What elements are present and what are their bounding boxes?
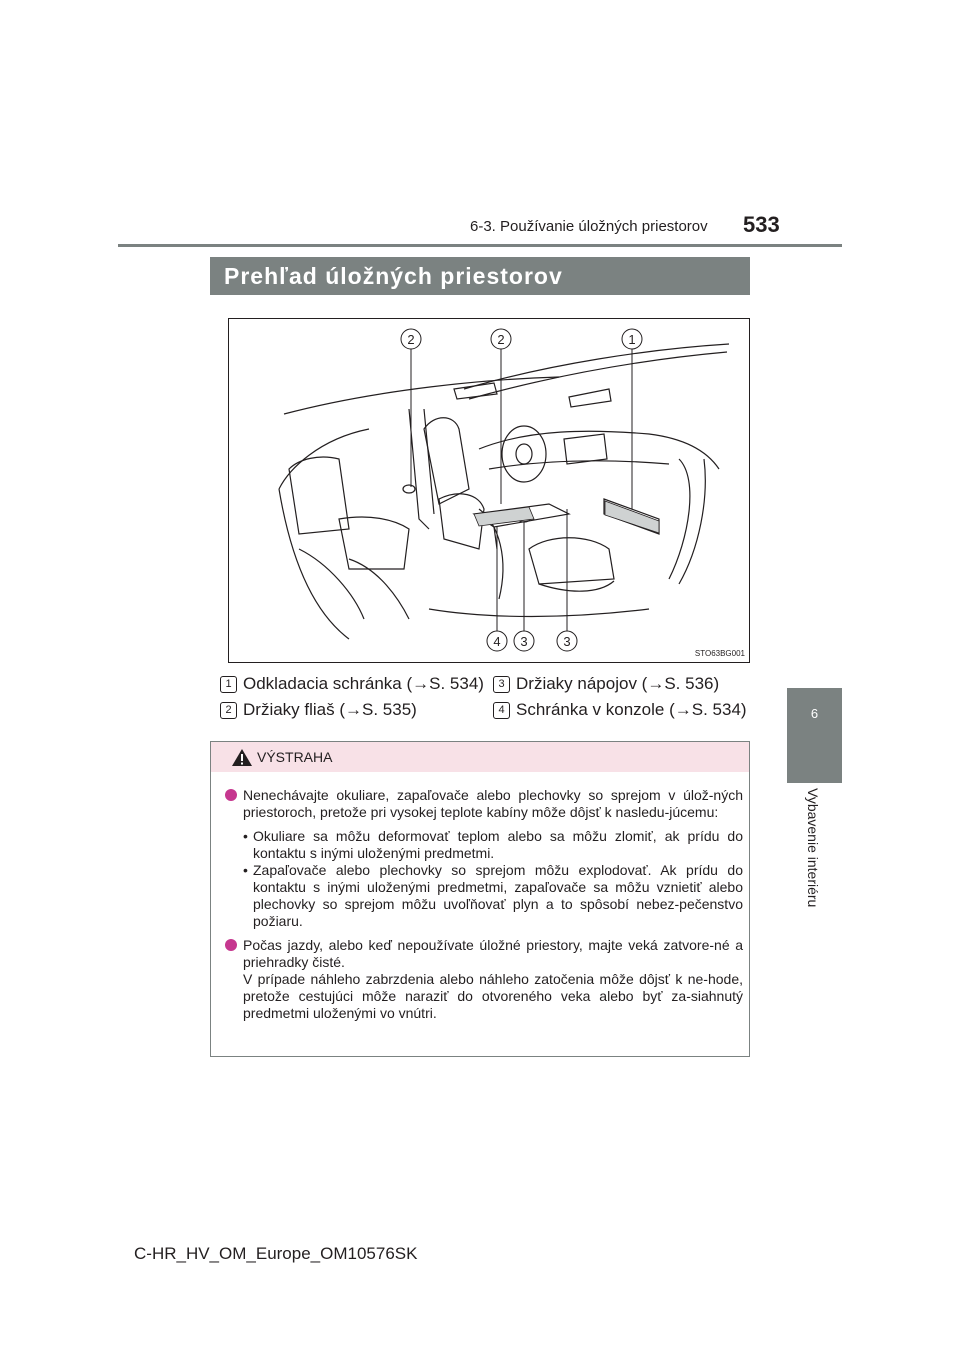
- legend-text: Držiaky nápojov (→S. 536): [516, 674, 720, 693]
- warning-text: Počas jazdy, alebo keď nepoužívate úložné priestory, majte veká zatvore-né a priehradky čisté.: [243, 937, 743, 970]
- legend-number: 2: [220, 702, 237, 719]
- legend-text: Schránka v konzole (→S. 534): [516, 700, 747, 719]
- interior-illustration: [228, 318, 750, 663]
- callout-bottom-3: 3: [563, 634, 571, 649]
- warning-text: Zapaľovače alebo plechovky so sprejom môžu explodovať. Ak prídu do kontaktu s inými uloženými predmetmi, zapaľovače sa môžu vznietiť alebo plechovky so sprejom môžu uvoľňovať plyn a to spôsobí nebez-pečenstvo požiaru.: [253, 862, 743, 929]
- section-header: 6-3. Používanie úložných priestorov: [470, 218, 708, 235]
- legend-item: [493, 700, 747, 720]
- bullet-dot-icon: [225, 789, 237, 801]
- chapter-number: 6: [810, 706, 819, 721]
- warning-box: [210, 741, 750, 1057]
- warning-sublist: [225, 828, 743, 930]
- warning-subitem: • Zapaľovače alebo plechovky so sprejom môžu explodovať. Ak prídu do kontaktu s inými uloženými predmetmi, zapaľovače sa môžu vznietiť alebo plechovky so sprejom môžu uvoľňovať plyn a to spôsobí nebez-pečenstvo požiaru.: [243, 862, 743, 929]
- legend-text: Držiaky fliaš (→S. 535): [243, 700, 417, 719]
- legend-item: [220, 674, 484, 694]
- figure-code: STO63BG001: [694, 649, 745, 658]
- callout-bottom-2: 3: [520, 634, 528, 649]
- bullet-dot-icon: [225, 939, 237, 951]
- legend-item: [220, 700, 417, 720]
- warning-text: Nenechávajte okuliare, zapaľovače alebo plechovky so sprejom v úlož-ných priestoroch, pretože pri vysokej teplote kabíny môže dôjsť k nasledu-júcemu:: [243, 787, 743, 820]
- callout-top-3: 1: [628, 332, 636, 347]
- warning-paragraph: [225, 937, 743, 1022]
- legend-number: 4: [493, 702, 510, 719]
- legend-text: Odkladacia schránka (→S. 534): [243, 674, 484, 693]
- page-number: 533: [743, 212, 780, 237]
- chapter-tab: [787, 688, 842, 783]
- document-footer: C-HR_HV_OM_Europe_OM10576SK: [134, 1244, 418, 1263]
- warning-subitem: • Okuliare sa môžu deformovať teplom alebo sa môžu zlomiť, ak prídu do kontaktu s inými uloženými predmetmi.: [243, 828, 743, 861]
- header-divider: [118, 244, 842, 247]
- callout-bottom-1: 4: [493, 634, 501, 649]
- warning-body: [225, 787, 743, 1029]
- warning-text: V prípade náhleho zabrzdenia alebo náhleho zatočenia môže dôjsť k ne-hode, pretože cestujúci môže naraziť do otvoreného veka alebo byť za-siahnutý predmetmi uloženými vo vnútri.: [243, 971, 743, 1021]
- warning-triangle-icon: [231, 748, 253, 767]
- warning-text: Okuliare sa môžu deformovať teplom alebo sa môžu zlomiť, ak prídu do kontaktu s inými uloženými predmetmi.: [253, 828, 743, 861]
- warning-title: VÝSTRAHA: [257, 749, 333, 765]
- warning-header: [211, 742, 749, 772]
- callout-top-1: 2: [407, 332, 415, 347]
- section-title-bar: [210, 257, 750, 295]
- legend-number: 3: [493, 676, 510, 693]
- callout-top-2: 2: [497, 332, 505, 347]
- section-title: Prehľad úložných priestorov: [224, 263, 563, 289]
- legend-item: [493, 674, 719, 694]
- chapter-label: Vybavenie interiéru: [805, 788, 821, 908]
- legend-number: 1: [220, 676, 237, 693]
- warning-paragraph: [225, 787, 743, 821]
- car-interior-drawing: [229, 319, 749, 662]
